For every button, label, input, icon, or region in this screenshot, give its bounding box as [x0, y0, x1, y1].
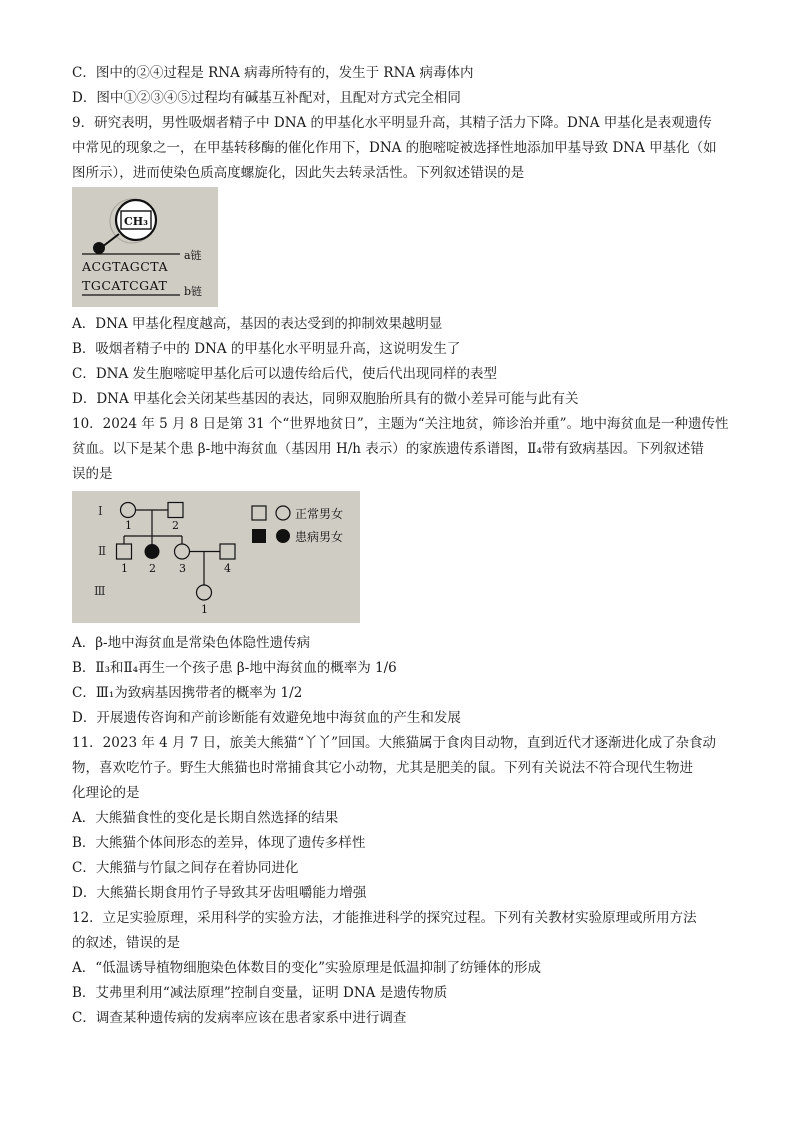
ii1-number: 1	[121, 562, 128, 575]
generation-label-ii: Ⅱ	[98, 544, 107, 558]
q12-stem-line-1: 12．立足实验原理，采用科学的实验方法，才能推进科学的探究过程。下列有关教材实验原理或所用方法	[72, 910, 697, 926]
ii3-normal-female	[175, 544, 190, 559]
q12-stem-line-2: 的叙述，错误的是	[72, 935, 180, 951]
methyl-group-dot	[93, 242, 105, 254]
i2-number: 2	[172, 519, 179, 532]
q8-option-d: D．图中①②③④⑤过程均有碱基互补配对，且配对方式完全相同	[72, 90, 461, 106]
dna-methylation-figure	[72, 187, 218, 307]
q11-option-a: A．大熊猫食性的变化是长期自然选择的结果	[72, 810, 339, 826]
q11-stem-line-1: 11．2023 年 4 月 7 日，旅美大熊猫“丫丫”回国。大熊猫属于食肉目动物，直到近代才逐渐进化成了杂食动	[72, 735, 716, 751]
dna-methylation-diagram	[72, 187, 218, 307]
q9-option-a: A．DNA 甲基化程度越高，基因的表达受到的抑制效果越明显	[72, 316, 443, 332]
pedigree-figure	[72, 491, 360, 623]
ii2-number: 2	[149, 562, 156, 575]
q10-option-a: A．β-地中海贫血是常染色体隐性遗传病	[72, 635, 311, 651]
q11-stem-line-3: 化理论的是	[72, 785, 140, 801]
q9-stem-line-3: 图所示），进而使染色质高度螺旋化，因此失去转录活性。下列叙述错误的是	[72, 165, 525, 181]
pedigree-diagram	[72, 491, 360, 623]
legend-affected-female-icon	[276, 529, 290, 543]
q10-option-c: C．Ⅲ₁为致病基因携带者的概率为 1/2	[72, 685, 303, 701]
q8-option-c: C．图中的②④过程是 RNA 病毒所特有的，发生于 RNA 病毒体内	[72, 65, 474, 81]
q12-option-a: A．“低温诱导植物细胞染色体数目的变化”实验原理是低温抑制了纺锤体的形成	[72, 960, 542, 976]
legend-affected-male-icon	[252, 529, 266, 543]
q10-option-b: B．Ⅱ₃和Ⅱ₄再生一个孩子患 β-地中海贫血的概率为 1/6	[72, 660, 397, 676]
i1-normal-female	[121, 503, 136, 518]
q9-stem-line-1: 9．研究表明，男性吸烟者精子中 DNA 的甲基化水平明显升高，其精子活力下降。DNA 甲基化是表观遗传	[72, 115, 712, 131]
iii1-normal-female	[197, 585, 212, 600]
strand-b-sequence: TGCATCGAT	[82, 278, 168, 293]
q9-stem-line-2: 中常见的现象之一，在甲基转移酶的催化作用下，DNA 的胞嘧啶被选择性地添加甲基导致 DNA 甲基化（如	[72, 140, 717, 156]
ii4-number: 4	[224, 562, 231, 575]
legend-affected-label: 患病男女	[295, 530, 344, 544]
ii3-number: 3	[179, 562, 186, 575]
q12-option-c: C．调查某种遗传病的发病率应该在患者家系中进行调查	[72, 1010, 407, 1026]
i1-number: 1	[125, 519, 132, 532]
methyl-label: CH₃	[124, 215, 148, 228]
ii1-normal-male	[117, 544, 132, 559]
generation-label-i: Ⅰ	[98, 504, 103, 518]
strand-a-sequence: ACGTAGCTA	[82, 259, 168, 274]
ii4-normal-male	[220, 544, 235, 559]
q9-option-c: C．DNA 发生胞嘧啶甲基化后可以遗传给后代，使后代出现同样的表型	[72, 366, 498, 382]
legend-normal-female-icon	[276, 506, 290, 520]
strand-b-label: b链	[184, 285, 203, 298]
q9-option-d: D．DNA 甲基化会关闭某些基因的表达，同卵双胞胎所具有的微小差异可能与此有关	[72, 391, 579, 407]
q12-option-b: B．艾弗里利用“减法原理”控制自变量，证明 DNA 是遗传物质	[72, 985, 448, 1001]
iii1-number: 1	[201, 603, 208, 616]
ii2-affected-female	[145, 544, 160, 559]
q10-option-d: D．开展遗传咨询和产前诊断能有效避免地中海贫血的产生和发展	[72, 710, 461, 726]
q11-stem-line-2: 物，喜欢吃竹子。野生大熊猫也时常捕食其它小动物，尤其是肥美的鼠。下列有关说法不符合现代生物进	[72, 760, 693, 776]
q10-stem-line-1: 10．2024 年 5 月 8 日是第 31 个“世界地贫日”，主题为“关注地贫，筛诊治并重”。地中海贫血是一种遗传性	[72, 416, 729, 432]
q9-option-b: B．吸烟者精子中的 DNA 的甲基化水平明显升高，这说明发生了	[72, 341, 461, 357]
q10-stem-line-2: 贫血。以下是某个患 β-地中海贫血（基因用 H/h 表示）的家族遗传系谱图，Ⅱ₄带有致病基因。下列叙述错	[72, 441, 704, 457]
q10-stem-line-3: 误的是	[72, 466, 113, 482]
legend-normal-male-icon	[252, 506, 266, 520]
q11-option-b: B．大熊猫个体间形态的差异，体现了遗传多样性	[72, 835, 366, 851]
strand-a-label: a链	[184, 249, 202, 262]
i2-normal-male	[168, 503, 183, 518]
generation-label-iii: Ⅲ	[94, 584, 106, 598]
q11-option-d: D．大熊猫长期食用竹子导致其牙齿咀嚼能力增强	[72, 885, 367, 901]
legend-normal-label: 正常男女	[295, 507, 344, 521]
q11-option-c: C．大熊猫与竹鼠之间存在着协同进化	[72, 860, 299, 876]
